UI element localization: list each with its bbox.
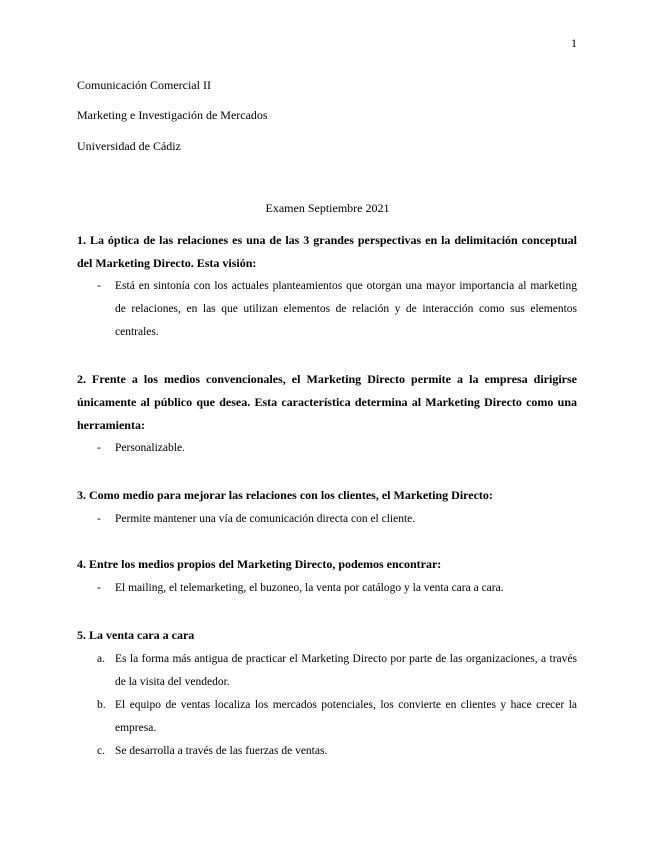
answer-text: El equipo de ventas localiza los mercados potenciales, los convierte en clientes y hace crecer la empresa. (115, 699, 577, 734)
answer-marker: - (97, 280, 101, 292)
answer-text: Está en sintonía con los actuales planteamientos que otorgan una mayor importancia al marketing de relaciones, en las que utilizan elementos de relación y de interacción como sus elementos centrales. (115, 280, 577, 338)
question-2: 2. Frente a los medios convencionales, el Marketing Directo permite a la empresa dirigirse únicamente al público que desea. Esta característica determina al Marketing Directo como una herramienta: (77, 372, 577, 432)
degree-name: Marketing e Investigación de Mercados (77, 108, 268, 122)
page-number: 1 (571, 36, 577, 50)
answer-text: Se desarrolla a través de las fuerzas de ventas. (115, 745, 328, 757)
answer-marker: a. (97, 653, 105, 665)
answer-text: Permite mantener una vía de comunicación directa con el cliente. (115, 513, 416, 525)
answer-marker: c. (97, 745, 105, 757)
answer-5a (77, 648, 577, 694)
answer-5c (77, 740, 577, 763)
answer-2 (77, 437, 577, 460)
question-3: 3. Como medio para mejorar las relaciones con los clientes, el Marketing Directo: (77, 488, 493, 502)
answer-marker: - (97, 513, 101, 525)
question-5: 5. La venta cara a cara (77, 628, 195, 642)
answer-marker: b. (97, 699, 106, 711)
answer-text: El mailing, el telemarketing, el buzoneo, la venta por catálogo y la venta cara a cara. (115, 582, 504, 594)
course-name: Comunicación Comercial II (77, 78, 211, 92)
answer-1 (77, 275, 577, 344)
university-name: Universidad de Cádiz (77, 139, 181, 153)
question-4: 4. Entre los medios propios del Marketing Directo, podemos encontrar: (77, 557, 442, 571)
answer-text: Personalizable. (115, 442, 185, 454)
question-1: 1. La óptica de las relaciones es una de las 3 grandes perspectivas en la delimitación conceptual del Marketing Directo. Esta visión: (77, 233, 577, 270)
answer-marker: - (97, 582, 101, 594)
answer-3 (77, 508, 577, 531)
answer-5b (77, 694, 577, 740)
answer-4 (77, 577, 577, 600)
answer-text: Es la forma más antigua de practicar el Marketing Directo por parte de las organizaciones, a través de la visita del vendedor. (115, 653, 577, 688)
answer-marker: - (97, 442, 101, 454)
exam-title: Examen Septiembre 2021 (265, 201, 390, 215)
